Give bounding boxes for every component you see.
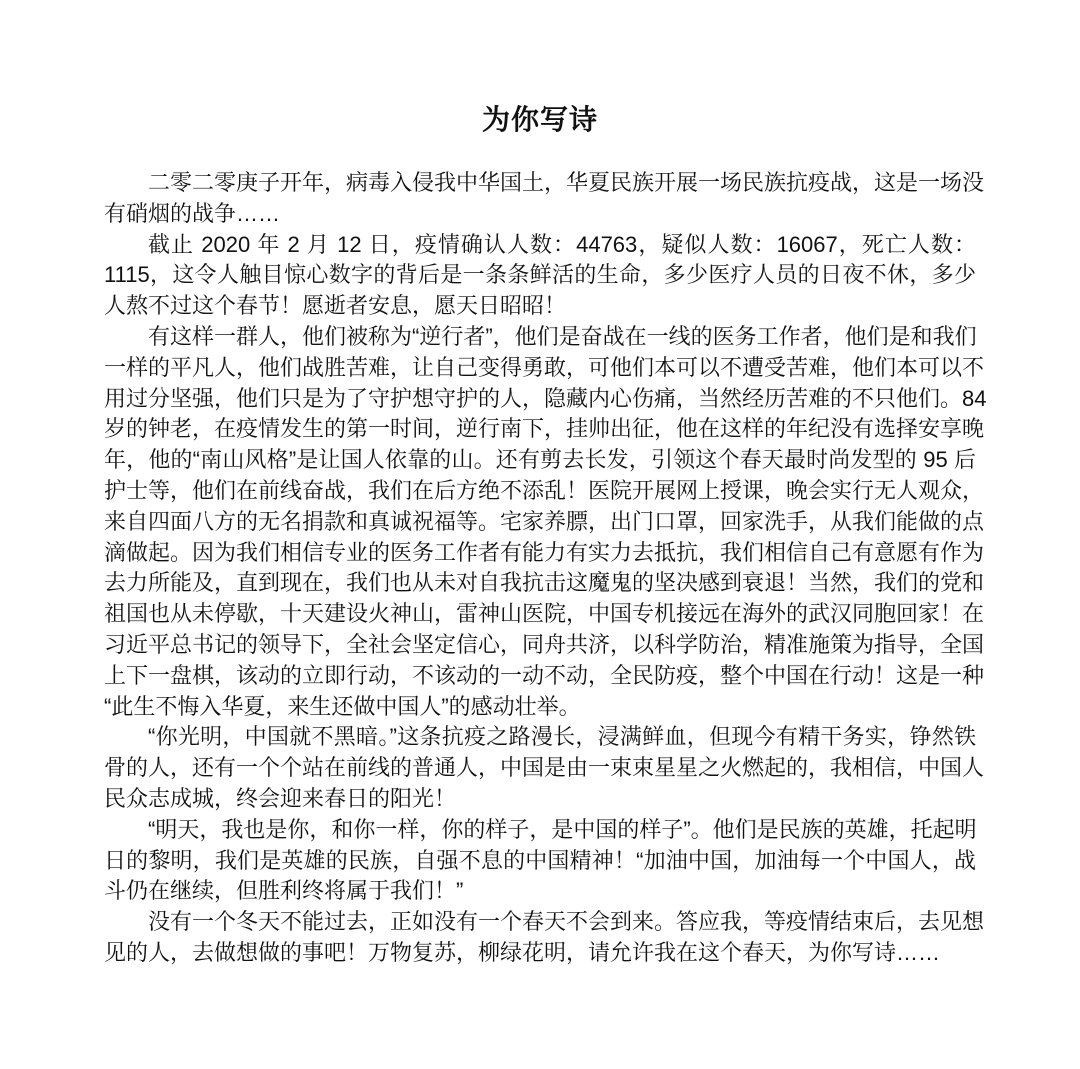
paragraph [104,322,987,722]
paragraph-line: 护士等，他们在前线奋战，我们在后方绝不添乱！医院开展网上授课，晚会实行无人观众， [104,477,985,503]
paragraph-line: “此生不悔入华夏，来生还做中国人”的感动壮举。 [104,693,581,719]
paragraph-line: 日的黎明，我们是英雄的民族，自强不息的中国精神！“加油中国，加油每一个中国人，战 [104,847,976,873]
paragraph-line: 年，他的“南山风格”是让国人依靠的山。还有剪去长发，引领这个春天最时尚发型的 95 后 [104,447,976,473]
paragraph [104,907,985,969]
paragraph-line: 上下一盘棋，该动的立即行动，不该动的一动不动，全民防疫，整个中国在行动！这是一种 [104,662,985,688]
paragraph-line: 有硝烟的战争…… [104,200,281,226]
paragraph-line: “你光明，中国就不黑暗。”这条抗疫之路漫长，浸满鲜血，但现今有精干务实，铮然铁 [148,724,976,750]
paragraph-line: 二零二零庚子开年，病毒入侵我中华国土，华夏民族开展一场民族抗疫战，这是一场没 [148,170,985,195]
paragraph-line: 斗仍在继续，但胜利终将属于我们！” [104,878,464,904]
paragraph-line: 有这样一群人，他们被称为“逆行者”，他们是奋战在一线的医务工作者，他们是和我们 [148,323,977,349]
paragraph-line: 一样的平凡人，他们战胜苦难，让自己变得勇敢，可他们本可以不遭受苦难，他们本可以不 [104,354,985,380]
document-body [104,168,987,969]
paragraph-line: 截止 2020 年 2 月 12 日，疫情确认人数：44763，疑似人数：16067，死亡人数： [148,231,976,257]
paragraph-line: 祖国也从未停歇，十天建设火神山，雷神山医院，中国专机接远在海外的武汉同胞回家！在 [104,601,985,627]
paragraph [104,230,976,322]
paragraph-line: 见的人，去做想做的事吧！万物复苏，柳绿花明，请允许我在这个春天，为你写诗…… [104,939,941,965]
paragraph-line: 民众志成城，终会迎来春日的阳光！ [104,785,457,811]
paragraph-line: 人熬不过这个春节！愿逝者安息，愿天日昭昭！ [104,293,567,319]
paragraph [104,722,985,814]
paragraph-line: 骨的人，还有一个个站在前线的普通人，中国是由一束束星星之火燃起的，我相信，中国人 [104,755,985,781]
paragraph-line: 岁的钟老，在疫情发生的第一时间，逆行南下，挂帅出征，他在这样的年纪没有选择安享晚 [104,416,985,442]
paragraph-line: 来自四面八方的无名捐款和真诚祝福等。宅家养膘，出门口罩，回家洗手，从我们能做的点 [104,508,985,534]
paragraph-line: 用过分坚强，他们只是为了守护想守护的人，隐藏内心伤痛，当然经历苦难的不只他们。84 [104,385,987,411]
paragraph [104,168,985,230]
paragraph-line: 习近平总书记的领导下，全社会坚定信心，同舟共济，以科学防治，精准施策为指导，全国 [104,631,985,657]
paragraph-line: “明天，我也是你，和你一样，你的样子，是中国的样子”。他们是民族的英雄，托起明 [148,816,977,842]
paragraph-line: 滴做起。因为我们相信专业的医务工作者有能力有实力去抵抗，我们相信自己有意愿有作为 [104,539,985,565]
paragraph [104,815,976,907]
paragraph-line: 1115，这令人触目惊心数字的背后是一条条鲜活的生命，多少医疗人员的日夜不休，多少 [104,262,976,288]
document-title: 为你写诗 [481,104,598,135]
paragraph-line: 没有一个冬天不能过去，正如没有一个春天不会到来。答应我，等疫情结束后，去见想 [148,909,985,935]
paragraph-line: 去力所能及，直到现在，我们也从未对自我抗击这魔鬼的坚决感到衰退！当然，我们的党和 [104,570,985,596]
